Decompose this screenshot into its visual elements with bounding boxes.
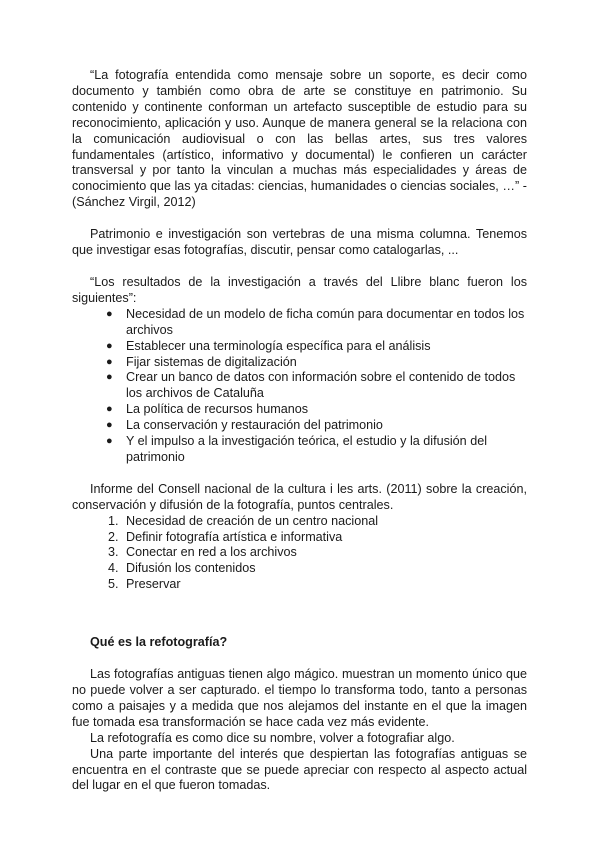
list-item-text: Necesidad de creación de un centro nacional: [126, 513, 379, 528]
list-number: 5.: [108, 577, 119, 592]
list-item: [72, 402, 527, 418]
libre-blanc-intro: “Los resultados de la investigación a través del Llibre blanc fueron los siguientes”:: [72, 274, 527, 305]
heritage-paragraph: Patrimonio e investigación son vertebras de una misma columna. Tenemos que investigar esas fotografías, discutir, pensar como catalogarlas, ...: [72, 227, 527, 258]
list-number: 2.: [108, 529, 119, 544]
libre-blanc-list: [72, 307, 527, 466]
informe-intro: Informe del Consell nacional de la cultura i les arts. (2011) sobre la creación, conservación y difusión de la fotografía, puntos centrales.: [72, 481, 527, 512]
bullet-icon: ●: [106, 355, 113, 368]
refoto-paragraph-3: Una parte importante del interés que despiertan las fotografías antiguas se encuentra en el contraste que se puede apreciar con respecto al aspecto actual del lugar en el que fueron tomadas.: [72, 746, 527, 793]
list-item: [72, 545, 527, 561]
quote-paragraph: “La fotografía entendida como mensaje sobre un soporte, es decir como documento y también como obra de arte se constituye en patrimonio. Su contenido y continente conforman un artefacto susceptible de estudio para su reconocimiento, aplicación y uso. Aunque de manera general se la relaciona con la comunicación audiovisual o con las bellas artes, sus tres valores fundamentales (artístico, informativo y documental) le confieren un carácter transversal y por tanto la vinculan a muchas más especialidades y áreas de conocimiento que las ya citadas: ciencias, humanidades o ciencias sociales, …” -(Sánchez Virgil, 2012): [72, 68, 527, 210]
list-number: 1.: [108, 513, 119, 528]
list-item-text: Difusión los contenidos: [126, 561, 256, 576]
list-number: 4.: [108, 561, 119, 576]
list-item: [72, 530, 527, 546]
list-item-text: Y el impulso a la investigación teórica, el estudio y la difusión del patrimonio: [126, 434, 487, 464]
bullet-icon: ●: [106, 339, 113, 352]
list-item-text: Fijar sistemas de digitalización: [126, 354, 297, 369]
list-item-text: Establecer una terminología específica para el análisis: [126, 338, 431, 353]
bullet-icon: ●: [106, 419, 113, 432]
list-item: [72, 561, 527, 577]
list-item-text: Definir fotografía artística e informativa: [126, 529, 343, 544]
document-page: [72, 68, 527, 794]
list-item: [72, 434, 527, 466]
refoto-paragraph-2: La refotografía es como dice su nombre, volver a fotografiar algo.: [90, 730, 455, 745]
list-item: [72, 418, 527, 434]
list-item: [72, 370, 527, 402]
list-item-text: La conservación y restauración del patrimonio: [126, 418, 383, 433]
list-item-text: La política de recursos humanos: [126, 402, 309, 417]
list-item: [72, 307, 527, 339]
list-item-text: Crear un banco de datos con información sobre el contenido de todos los archivos de Cataluña: [126, 370, 516, 401]
list-item: [72, 339, 527, 355]
bullet-icon: ●: [106, 403, 113, 416]
list-item-text: Preservar: [126, 577, 181, 592]
bullet-icon: ●: [106, 307, 113, 320]
bullet-icon: ●: [106, 435, 113, 448]
list-item-text: Necesidad de un modelo de ficha común para documentar en todos los archivos: [126, 306, 525, 337]
informe-list: [72, 514, 527, 594]
list-item-text: Conectar en red a los archivos: [126, 545, 297, 560]
list-item: [72, 355, 527, 371]
list-item: [72, 514, 527, 530]
section-heading: Qué es la refotografía?: [90, 635, 228, 650]
bullet-icon: ●: [106, 371, 113, 384]
list-number: 3.: [108, 545, 119, 560]
list-item: [72, 577, 527, 593]
refoto-paragraph-1: Las fotografías antiguas tienen algo mágico. muestran un momento único que no puede volver a ser capturado. el tiempo lo transforma todo, tanto a personas como a paisajes y a medida que nos alejamos del instante en el que la imagen fue tomada esa transformación se hace cada vez más evidente.: [72, 667, 527, 729]
